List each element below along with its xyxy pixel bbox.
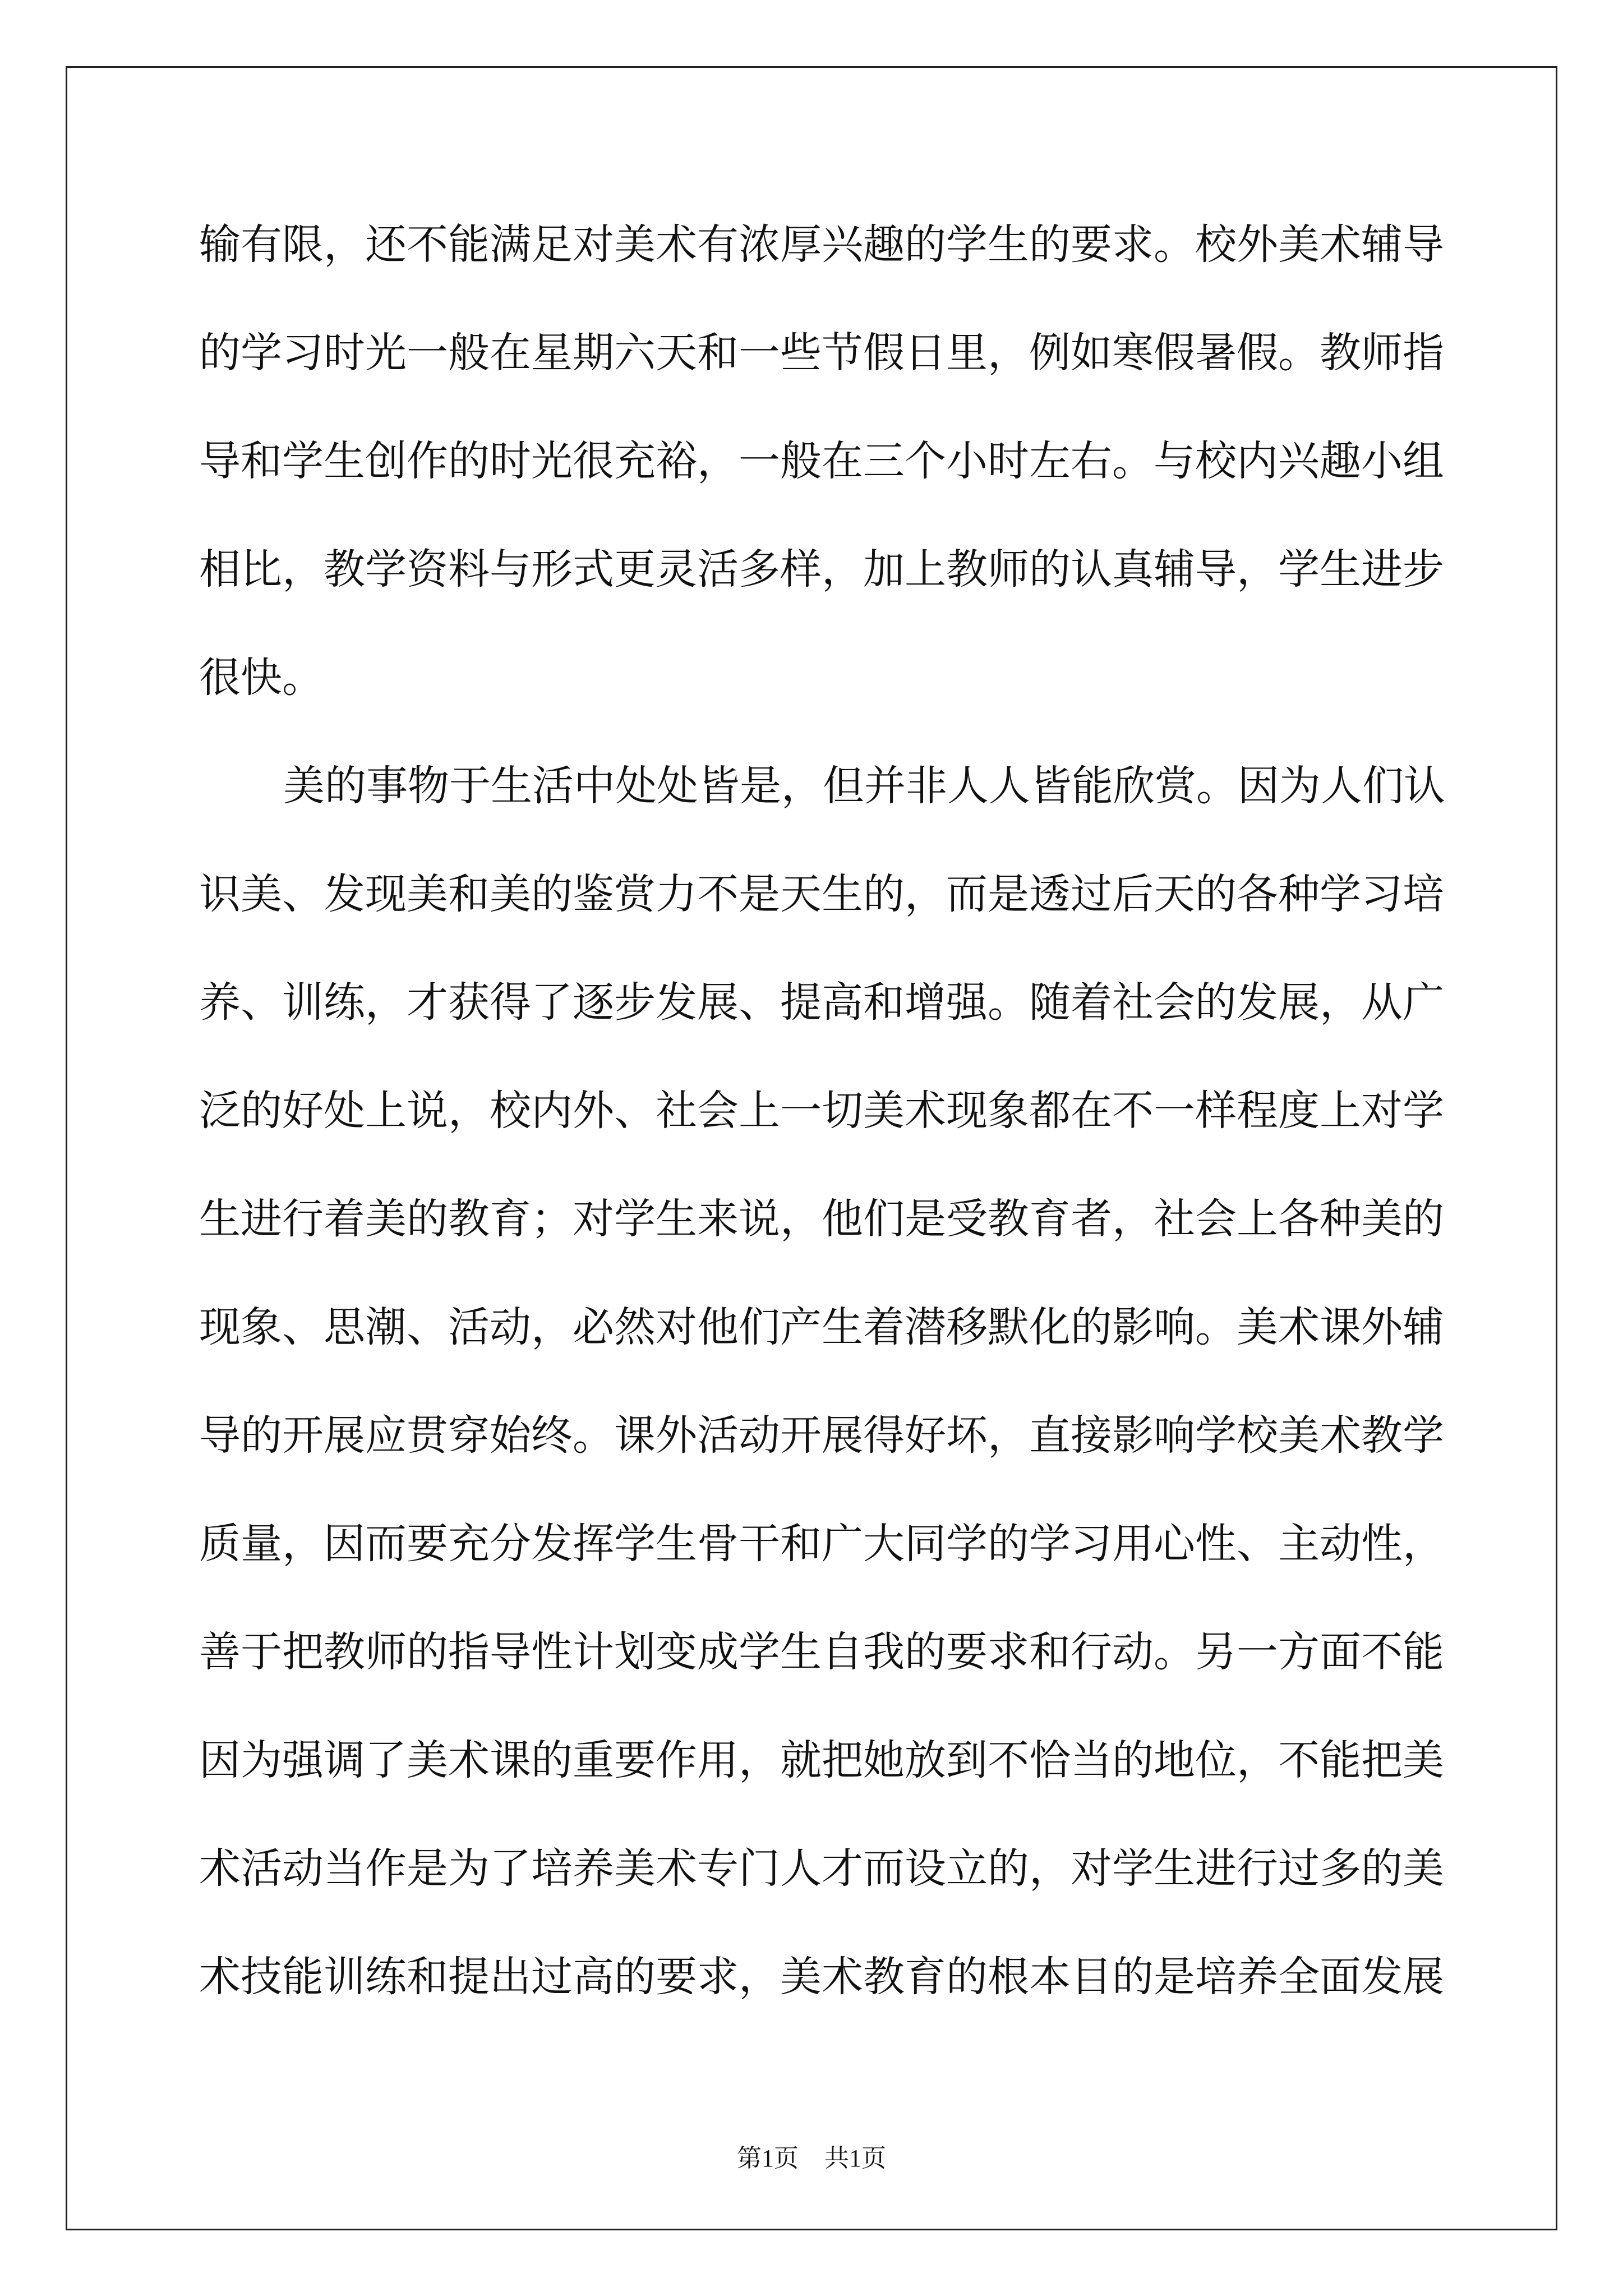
text-line: 善于把教师的指导性计划变成学生自我的要求和行动。另一方面不能 <box>199 1628 1444 1676</box>
page-number: 第1页 <box>737 2145 799 2172</box>
text-line: 识美、发现美和美的鉴赏力不是天生的，而是透过后天的各种学习培 <box>199 870 1444 918</box>
text-line: 现象、思潮、活动，必然对他们产生着潜移默化的影响。美术课外辅 <box>199 1303 1444 1351</box>
page-footer <box>0 2142 1623 2175</box>
text-line: 养、训练，才获得了逐步发展、提高和增强。随着社会的发展，从广 <box>199 978 1444 1027</box>
paragraph-first-line: 美的事物于生活中处处皆是，但并非人人皆能欣赏。因为人们认 <box>283 762 1445 810</box>
text-line: 的学习时光一般在星期六天和一些节假日里，例如寒假暑假。教师指 <box>199 329 1444 377</box>
text-line: 泛的好处上说，校内外、社会上一切美术现象都在不一样程度上对学 <box>199 1087 1444 1135</box>
text-line: 生进行着美的教育；对学生来说，他们是受教育者，社会上各种美的 <box>199 1195 1444 1243</box>
text-line: 质量，因而要充分发挥学生骨干和广大同学的学习用心性、主动性， <box>199 1520 1444 1568</box>
text-line: 术技能训练和提出过高的要求，美术教育的根本目的是培养全面发展 <box>199 1953 1444 2001</box>
text-line: 导和学生创作的时光很充裕，一般在三个小时左右。与校内兴趣小组 <box>199 437 1444 485</box>
text-line: 术活动当作是为了培养美术专门人才而设立的，对学生进行过多的美 <box>199 1844 1444 1893</box>
text-line: 导的开展应贯穿始终。课外活动开展得好坏，直接影响学校美术教学 <box>199 1411 1444 1460</box>
page-total: 共1页 <box>824 2145 886 2172</box>
text-line: 相比，教学资料与形式更灵活多样，加上教师的认真辅导，学生进步 <box>199 545 1444 593</box>
text-line: 很快。 <box>199 654 324 702</box>
text-line: 输有限，还不能满足对美术有浓厚兴趣的学生的要求。校外美术辅导 <box>199 220 1444 269</box>
text-line: 因为强调了美术课的重要作用，就把她放到不恰当的地位，不能把美 <box>199 1736 1444 1784</box>
document-body <box>199 191 1445 2031</box>
